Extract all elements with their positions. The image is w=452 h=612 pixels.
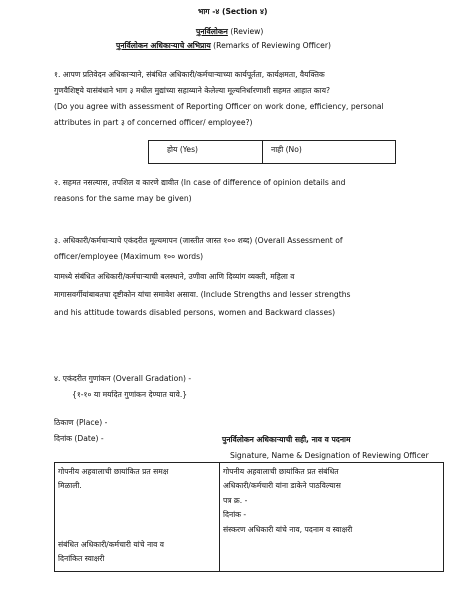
yes-option[interactable]: होय (Yes) [167, 145, 198, 154]
yes-no-divider [262, 141, 263, 163]
q3-line-4: मागासवर्गीयांबाबतचा दृष्टीकोन यांचा समावेश असावा. (Include Strengths and lesser strengths [54, 290, 351, 299]
date-label: दिनांक (Date) - [54, 434, 104, 443]
remarks-heading-mr: पुनर्विलोकन अधिकाऱ्याचे अभिप्राय [116, 41, 211, 50]
copy-receipt-table [54, 462, 444, 572]
q2-line-1: २. सहमत नसल्यास, तपशिल व कारणे द्यावीत (In case of difference of opinion details and [54, 178, 346, 187]
no-option[interactable]: नाही (No) [271, 145, 302, 154]
q1-line-3: (Do you agree with assessment of Reporting Officer on work done, efficiency, personal [54, 102, 384, 111]
place-label: ठिकाण (Place) - [54, 418, 108, 427]
left-cell-bottom-1: संबंधित अधिकारी/कर्मचारी यांचे नाव व [58, 540, 165, 549]
reviewing-signature-en: Signature, Name & Designation of Reviewing Officer [230, 451, 429, 460]
q4-line-2: {१-१० या मर्यादेत गुणांकन देण्यात यावे.} [72, 390, 188, 399]
q1-line-2: गुणवैशिष्ट्ये यासंबंधाने भाग ३ मधील मुद्यांच्या सहाय्याने केलेल्या मूल्यनिर्धारणाशी सहमत आहात काय? [54, 86, 331, 95]
right-cell-line-2: अधिकारी/कर्मचारी यांना डाकेने पाठविल्यास [223, 481, 341, 490]
right-cell-line-3: पत्र क्र. - [223, 496, 248, 505]
q1-line-1: १. आपण प्रतिवेदन अधिकाऱ्याने, संबंधित अधिकारी/कर्मचाऱ्याच्या कार्यपूर्तता, कार्यक्षमता, वैयक्तिक [54, 70, 325, 79]
right-cell-line-1: गोपनीय अहवालाची छायांकित प्रत संबंधित [223, 467, 339, 476]
q3-line-3: यामध्ये संबंधित अधिकारी/कर्मचाऱ्याची बलस्थाने, उणीवा आणि दिव्यांग व्यक्ती, महिला व [54, 272, 295, 281]
q3-line-5: and his attitude towards disabled persons, women and Backward classes) [54, 308, 336, 317]
right-cell-line-5: संस्करण अधिकारी यांचे नाव, पदनाम व स्वाक्षरी [223, 525, 353, 534]
q2-line-2: reasons for the same may be given) [54, 194, 192, 203]
reviewing-signature-mr: पुनर्विलोकन अधिकाऱ्याची सही, नाव व पदनाम [222, 435, 351, 444]
left-cell-top-2: मिळाली. [58, 481, 82, 490]
yes-no-table [148, 140, 396, 164]
q3-line-1: ३. अधिकारी/कर्मचाऱ्याचे एकंदरीत मूल्यमापन (जास्तीत जास्त १०० शब्द) (Overall Assessment of [54, 236, 343, 245]
review-heading-mr: पुनर्विलोकन [196, 27, 228, 36]
q1-line-4: attributes in part ३ of concerned officer/ employee?) [54, 118, 253, 127]
section-heading: भाग -४ (Section ४) [198, 7, 268, 16]
left-cell-bottom-2: दिनांकित स्वाक्षरी [58, 554, 105, 563]
left-cell-top-1: गोपनीय अहवालाची छायांकित प्रत समक्ष [58, 467, 169, 476]
q3-line-2: officer/employee (Maximum १०० words) [54, 252, 204, 261]
review-heading-en: (Review) [230, 27, 264, 36]
q4-line-1: ४. एकंदरीत गुणांकन (Overall Gradation) - [54, 374, 192, 383]
copy-receipt-divider [219, 463, 220, 571]
right-cell-line-4: दिनांक - [223, 510, 247, 519]
remarks-heading [116, 41, 331, 51]
remarks-heading-en: (Remarks of Reviewing Officer) [213, 41, 331, 50]
review-heading [196, 27, 263, 37]
